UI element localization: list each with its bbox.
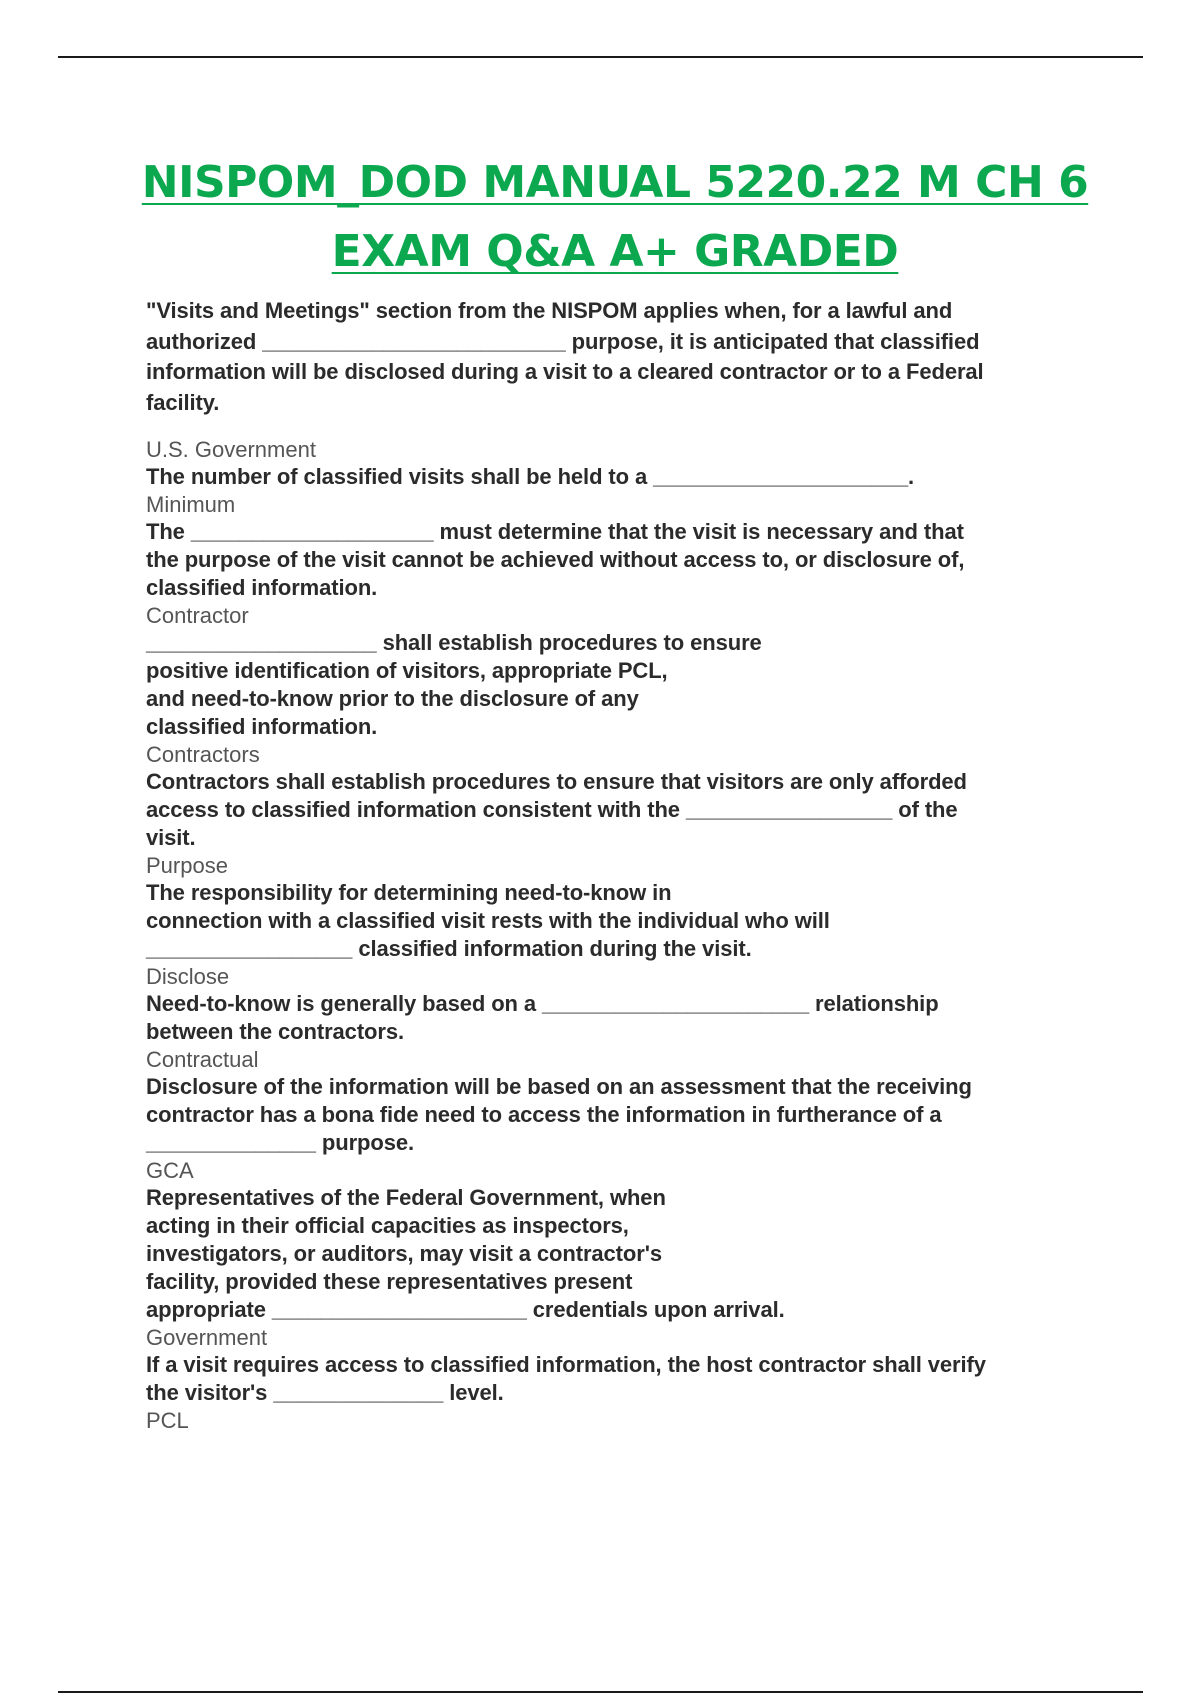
answer-text: Minimum: [146, 492, 236, 517]
qa-item: [146, 990, 1096, 1073]
question-text: ___________________ shall establish procedures to ensure positive identification of visitors, appropriate PCL, and need-to-know prior to the disclosure of any classified information.: [146, 630, 762, 739]
bottom-rule: [58, 1691, 1143, 1693]
qa-item: [146, 768, 1096, 879]
answer-text: Purpose: [146, 853, 228, 878]
question-text: The number of classified visits shall be held to a _____________________.: [146, 464, 914, 489]
qa-list: [146, 296, 1096, 1434]
answer-text: PCL: [146, 1408, 189, 1433]
question-text: "Visits and Meetings" section from the NISPOM applies when, for a lawful and authorized _________________________ purpose, it is anticipated that classified information will be disclosed during a visit to a cleared contractor or to a Federal facility.: [146, 298, 984, 415]
qa-item: [146, 1351, 1096, 1434]
question-text: Disclosure of the information will be based on an assessment that the receiving contractor has a bona fide need to access the information in furtherance of a ______________ purpose.: [146, 1074, 972, 1155]
title-line-1: NISPOM_DOD MANUAL 5220.22 M CH 6: [141, 157, 1089, 208]
qa-item: [146, 1073, 1096, 1184]
answer-text: Contractual: [146, 1047, 259, 1072]
question-text: The ____________________ must determine that the visit is necessary and that the purpose of the visit cannot be achieved without access to, or disclosure of, classified information.: [146, 519, 965, 600]
qa-item: [146, 296, 1096, 463]
qa-item: [146, 518, 1096, 629]
qa-item: [146, 1184, 1096, 1351]
answer-text: GCA: [146, 1158, 194, 1183]
title-line-2: EXAM Q&A A+ GRADED: [331, 226, 899, 277]
question-text: Need-to-know is generally based on a ______________________ relationship between the contractors.: [146, 991, 939, 1044]
question-text: If a visit requires access to classified information, the host contractor shall verify the visitor's ______________ level.: [146, 1352, 986, 1405]
qa-item: [146, 463, 1096, 518]
top-rule: [58, 56, 1143, 58]
answer-text: Contractor: [146, 603, 249, 628]
answer-text: U.S. Government: [146, 437, 316, 462]
document-title: [120, 148, 1110, 286]
qa-item: [146, 629, 1096, 768]
question-text: The responsibility for determining need-to-know in connection with a classified visit rests with the individual who will _________________ classified information during the visit.: [146, 880, 830, 961]
question-text: Contractors shall establish procedures to ensure that visitors are only afforded access to classified information consistent with the _________________ of the visit.: [146, 769, 967, 850]
answer-text: Disclose: [146, 964, 230, 989]
question-text: Representatives of the Federal Government, when acting in their official capacities as inspectors, investigators, or auditors, may visit a contractor's facility, provided these representatives present appropriate _____________________ credentials upon arrival.: [146, 1185, 785, 1322]
answer-text: Government: [146, 1325, 268, 1350]
answer-text: Contractors: [146, 742, 260, 767]
qa-item: [146, 879, 1096, 990]
